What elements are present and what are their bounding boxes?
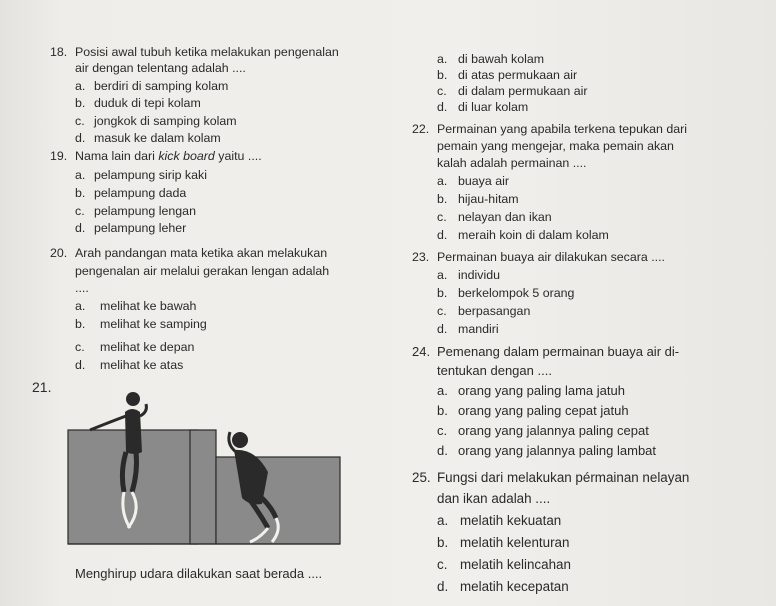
q22-option-b: hijau-hitam — [458, 192, 519, 206]
q20-text-line3: .... — [75, 281, 89, 295]
q24-option-c-letter: c. — [437, 423, 448, 438]
q25-option-c-letter: c. — [437, 557, 448, 572]
q23-option-d-letter: d. — [437, 322, 448, 336]
q22-option-a: buaya air — [458, 174, 509, 188]
q23-option-d: mandiri — [458, 322, 499, 336]
q20-text-line2: pengenalan air melalui gerakan lengan adalah — [75, 264, 330, 278]
q23-option-c-letter: c. — [437, 304, 447, 318]
q18-option-a: berdiri di samping kolam — [94, 79, 229, 93]
q18-option-d-letter: d. — [75, 131, 86, 145]
q19-option-b-letter: b. — [75, 186, 86, 200]
q18-option-b: duduk di tepi kolam — [94, 96, 201, 110]
q22-option-c: nelayan dan ikan — [458, 210, 552, 224]
q21-option-d: di luar kolam — [458, 100, 529, 114]
q21-option-a: di bawah kolam — [458, 52, 545, 66]
q23-option-b-letter: b. — [437, 286, 448, 300]
q19-option-a: pelampung sirip kaki — [94, 168, 207, 182]
q22-text-line3: kalah adalah permainan .... — [437, 156, 587, 170]
q21-option-d-letter: d. — [437, 100, 448, 114]
q20-option-c: melihat ke depan — [100, 340, 195, 354]
q24-text-line2: tentukan dengan .... — [437, 363, 552, 378]
q22-option-b-letter: b. — [437, 192, 448, 206]
q18-text-line1: Posisi awal tubuh ketika melakukan pengenalan — [75, 45, 339, 59]
q22-text-line1: Permainan yang apabila terkena tepukan dari — [437, 122, 688, 136]
q21-option-c: di dalam permukaan air — [458, 84, 588, 98]
q20-text-line1: Arah pandangan mata ketika akan melakukan — [75, 246, 328, 260]
q25-text-line2: dan ikan adalah .... — [437, 491, 551, 506]
q25-option-b-letter: b. — [437, 535, 449, 550]
q25-number: 25. — [412, 470, 431, 485]
q24-number: 24. — [412, 344, 431, 359]
q25-option-c: melatih kelincahan — [460, 557, 571, 572]
q20-option-d: melihat ke atas — [100, 358, 184, 372]
swimming-breath-illustration — [50, 382, 410, 557]
q24-option-c: orang yang jalannya paling cepat — [458, 423, 649, 438]
q25-option-a: melatih kekuatan — [460, 513, 562, 528]
q20-option-d-letter: d. — [75, 358, 86, 372]
q22-option-a-letter: a. — [437, 174, 448, 188]
q23-number: 23. — [412, 250, 430, 264]
q19-option-d-letter: d. — [75, 221, 86, 235]
q23-option-c: berpasangan — [458, 304, 531, 318]
q21-option-b-letter: b. — [437, 68, 448, 82]
q22-option-d-letter: d. — [437, 228, 448, 242]
q25-text-line1: Fungsi dari melakukan pérmainan nelayan — [437, 470, 690, 485]
q24-option-a: orang yang paling lama jatuh — [458, 383, 625, 398]
q19-option-c: pelampung lengan — [94, 204, 196, 218]
q19-option-c-letter: c. — [75, 204, 85, 218]
q18-option-d: masuk ke dalam kolam — [94, 131, 221, 145]
q20-option-c-letter: c. — [75, 340, 85, 354]
q21-number: 21. — [32, 379, 52, 395]
q18-text-line2: air dengan telentang adalah .... — [75, 61, 246, 75]
q22-option-c-letter: c. — [437, 210, 447, 224]
q18-option-b-letter: b. — [75, 96, 86, 110]
q23-option-b: berkelompok 5 orang — [458, 286, 575, 300]
q21-option-c-letter: c. — [437, 84, 447, 98]
q19-option-b: pelampung dada — [94, 186, 187, 200]
q18-option-a-letter: a. — [75, 79, 86, 93]
q18-option-c-letter: c. — [75, 114, 85, 128]
q20-option-a: melihat ke bawah — [100, 299, 197, 313]
q24-text-line1: Pemenang dalam permainan buaya air di- — [437, 344, 680, 359]
q21-option-b: di atas permukaan air — [458, 68, 578, 82]
q24-option-a-letter: a. — [437, 383, 448, 398]
q24-option-b-letter: b. — [437, 403, 448, 418]
q21-caption: Menghirup udara dilakukan saat berada .... — [75, 566, 323, 581]
q25-option-a-letter: a. — [437, 513, 449, 528]
q23-option-a: individu — [458, 268, 501, 282]
center-pool-wall — [190, 430, 216, 544]
q24-option-b: orang yang paling cepat jatuh — [458, 403, 629, 418]
q20-option-b: melihat ke samping — [100, 317, 207, 331]
q23-text-line1: Permainan buaya air dilakukan secara .... — [437, 250, 665, 264]
q19-option-a-letter: a. — [75, 168, 86, 182]
q19-option-d: pelampung leher — [94, 221, 187, 235]
q24-option-d: orang yang jalannya paling lambat — [458, 443, 657, 458]
q22-number: 22. — [412, 122, 430, 136]
q20-option-b-letter: b. — [75, 317, 86, 331]
q18-number: 18. — [50, 45, 68, 59]
q25-option-d: melatih kecepatan — [460, 579, 569, 594]
q21-option-a-letter: a. — [437, 52, 448, 66]
q25-option-b: melatih kelenturan — [460, 535, 570, 550]
q22-text-line2: pemain yang mengejar, maka pemain akan — [437, 139, 674, 153]
q20-option-a-letter: a. — [75, 299, 86, 313]
q18-option-c: jongkok di samping kolam — [94, 114, 237, 128]
q19-number: 19. — [50, 149, 68, 163]
q19-text: Nama lain dari kick board yaitu .... — [75, 149, 262, 163]
q22-option-d: meraih koin di dalam kolam — [458, 228, 609, 242]
q24-option-d-letter: d. — [437, 443, 448, 458]
q25-option-d-letter: d. — [437, 579, 449, 594]
q23-option-a-letter: a. — [437, 268, 448, 282]
q20-number: 20. — [50, 246, 68, 260]
